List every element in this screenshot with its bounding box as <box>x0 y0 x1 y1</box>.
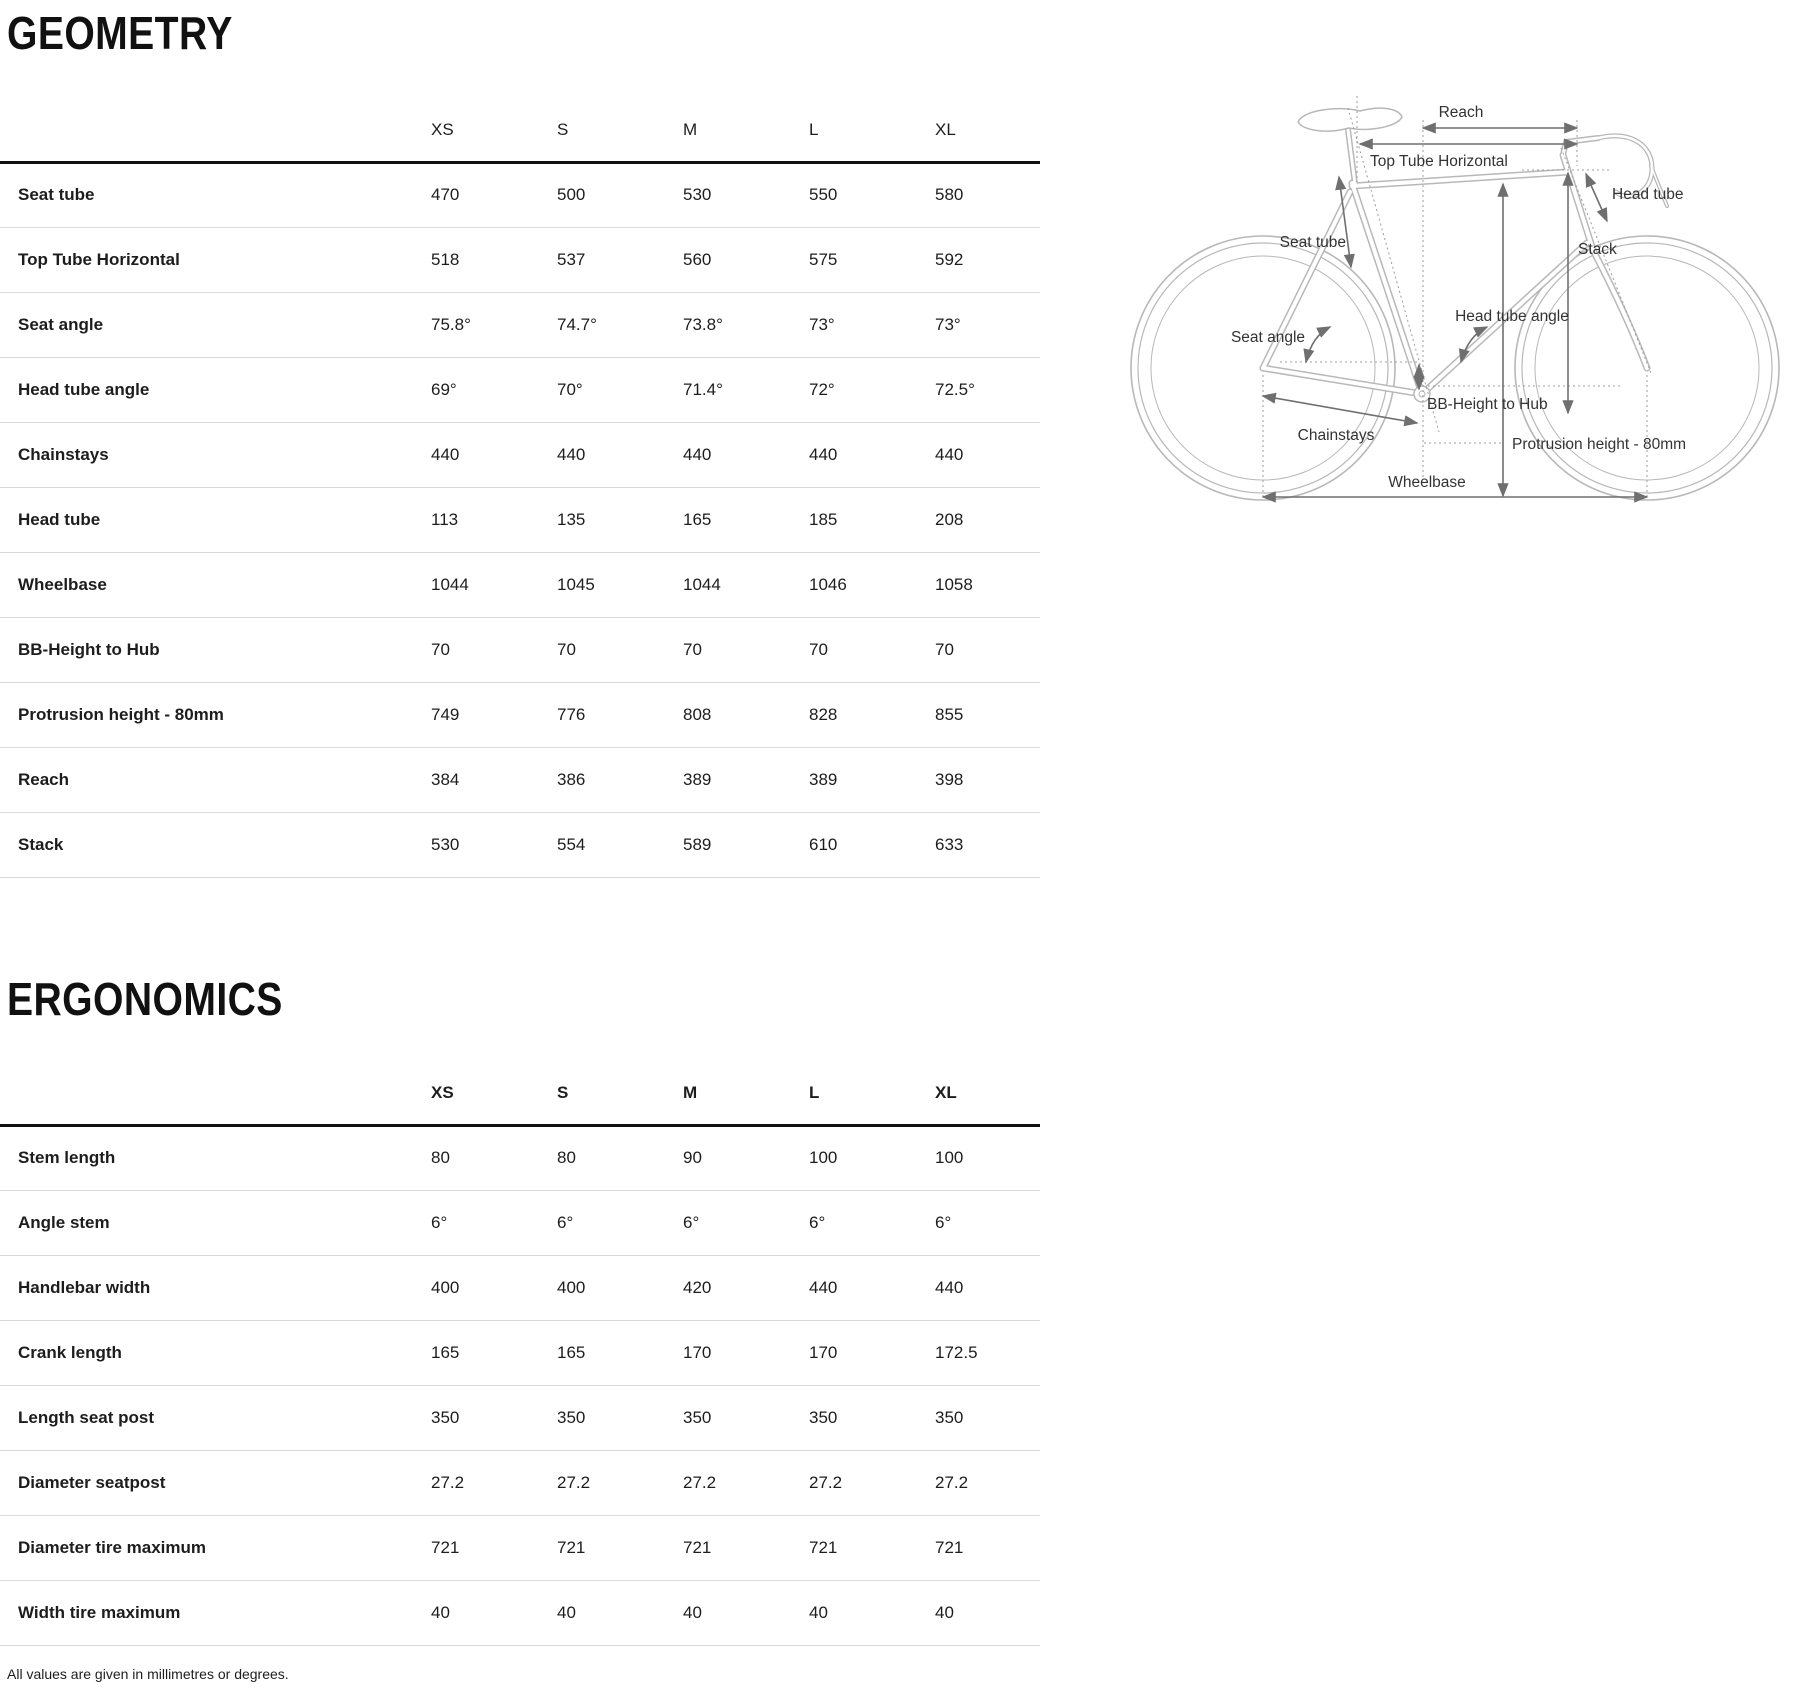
seat-angle-label: Seat angle <box>1230 329 1306 346</box>
value-cell: 554 <box>557 834 586 854</box>
bike-frame-icon <box>1263 155 1647 394</box>
chainstays-label: Chainstays <box>1297 427 1375 444</box>
value-cell: 73° <box>809 314 835 334</box>
value-cell: 518 <box>431 249 460 269</box>
value-cell: 776 <box>557 704 586 724</box>
value-cell: 6° <box>557 1212 574 1232</box>
row-label: Protrusion height - 80mm <box>18 704 224 724</box>
value-cell: 70 <box>809 639 828 659</box>
value-cell: 384 <box>431 769 460 789</box>
value-cell: 6° <box>431 1212 448 1232</box>
value-cell: 172.5 <box>935 1342 978 1362</box>
table-row <box>0 227 1040 292</box>
row-label: Diameter tire maximum <box>18 1537 207 1557</box>
value-cell: 440 <box>683 444 712 464</box>
label-column-header <box>0 1062 431 1125</box>
saddle-icon <box>1298 108 1402 131</box>
value-cell: 70 <box>935 639 954 659</box>
value-cell: 27.2 <box>431 1472 465 1492</box>
value-cell: 90 <box>683 1148 702 1167</box>
row-label: Seat angle <box>18 314 104 334</box>
value-cell: 27.2 <box>935 1472 969 1492</box>
value-cell: 350 <box>809 1407 838 1427</box>
value-cell: 72° <box>809 379 835 399</box>
table-row <box>0 552 1040 617</box>
chainstays-arrow <box>1263 396 1417 423</box>
value-cell: 170 <box>809 1342 838 1362</box>
size-column-header: S <box>557 99 683 162</box>
value-cell: 70 <box>557 639 576 659</box>
row-label: Wheelbase <box>18 574 107 594</box>
value-cell: 400 <box>431 1277 460 1297</box>
value-cell: 440 <box>935 444 964 464</box>
value-cell: 1044 <box>683 574 721 594</box>
value-cell: 855 <box>935 704 964 724</box>
value-cell: 828 <box>809 704 838 724</box>
row-label: Angle stem <box>18 1212 110 1232</box>
size-column-header: M <box>683 1062 809 1125</box>
value-cell: 27.2 <box>809 1472 843 1492</box>
value-cell: 40 <box>809 1602 828 1622</box>
value-cell: 74.7° <box>557 314 597 334</box>
geometry-header-row <box>0 99 1040 162</box>
size-column-header: XS <box>431 99 557 162</box>
row-label: Handlebar width <box>18 1277 151 1297</box>
geometry-section-title: GEOMETRY <box>7 7 233 59</box>
reach-label: Reach <box>1438 104 1484 121</box>
ergonomics-section-title: ERGONOMICS <box>7 973 283 1025</box>
row-label: Diameter seatpost <box>18 1472 166 1492</box>
value-cell: 113 <box>431 509 459 529</box>
value-cell: 589 <box>683 834 712 854</box>
row-label: Width tire maximum <box>18 1602 181 1622</box>
wheelbase-label: Wheelbase <box>1388 474 1466 491</box>
value-cell: 40 <box>683 1602 702 1622</box>
table-row <box>0 1125 1040 1190</box>
value-cell: 721 <box>683 1537 712 1557</box>
value-cell: 440 <box>809 444 838 464</box>
value-cell: 71.4° <box>683 379 723 399</box>
geometry-table <box>0 99 1040 878</box>
value-cell: 440 <box>935 1277 964 1297</box>
value-cell: 170 <box>683 1342 712 1362</box>
value-cell: 530 <box>431 834 460 854</box>
value-cell: 1058 <box>935 574 973 594</box>
units-footnote: All values are given in millimetres or degrees. <box>7 1666 289 1682</box>
value-cell: 592 <box>935 249 964 269</box>
row-label: Seat tube <box>18 185 95 204</box>
value-cell: 80 <box>431 1148 450 1167</box>
table-row <box>0 292 1040 357</box>
table-row <box>0 747 1040 812</box>
size-column-header: L <box>809 99 935 162</box>
value-cell: 350 <box>431 1407 460 1427</box>
value-cell: 27.2 <box>683 1472 717 1492</box>
head-tube-angle-label: Head tube angle <box>1455 308 1569 325</box>
row-label: Top Tube Horizontal <box>18 249 180 269</box>
value-cell: 386 <box>557 769 586 789</box>
table-row <box>0 682 1040 747</box>
value-cell: 530 <box>683 185 712 204</box>
value-cell: 633 <box>935 834 964 854</box>
value-cell: 500 <box>557 185 586 204</box>
seat-angle-arc <box>1306 327 1330 362</box>
value-cell: 73° <box>935 314 961 334</box>
value-cell: 1044 <box>431 574 469 594</box>
value-cell: 400 <box>557 1277 586 1297</box>
value-cell: 70 <box>431 639 450 659</box>
value-cell: 389 <box>809 769 838 789</box>
table-row <box>0 1580 1040 1645</box>
value-cell: 560 <box>683 249 712 269</box>
value-cell: 420 <box>683 1277 712 1297</box>
row-label: Crank length <box>18 1342 122 1362</box>
value-cell: 27.2 <box>557 1472 591 1492</box>
value-cell: 721 <box>935 1537 964 1557</box>
head-tube-arrow <box>1586 174 1607 221</box>
value-cell: 749 <box>431 704 460 724</box>
value-cell: 165 <box>683 509 712 529</box>
value-cell: 80 <box>557 1148 576 1167</box>
value-cell: 135 <box>557 509 586 529</box>
table-row <box>0 1320 1040 1385</box>
ergonomics-header-row <box>0 1062 1040 1125</box>
value-cell: 350 <box>557 1407 586 1427</box>
value-cell: 40 <box>557 1602 576 1622</box>
row-label: Length seat post <box>18 1407 155 1427</box>
value-cell: 185 <box>809 509 838 529</box>
row-label: Head tube <box>18 509 101 529</box>
value-cell: 1045 <box>557 574 595 594</box>
value-cell: 73.8° <box>683 314 723 334</box>
value-cell: 575 <box>809 249 838 269</box>
value-cell: 70° <box>557 379 583 399</box>
table-row <box>0 162 1040 227</box>
value-cell: 40 <box>431 1602 450 1622</box>
table-row <box>0 422 1040 487</box>
size-column-header: XS <box>431 1062 557 1125</box>
value-cell: 440 <box>809 1277 838 1297</box>
table-row <box>0 1450 1040 1515</box>
value-cell: 550 <box>809 185 838 204</box>
row-label: Chainstays <box>18 444 109 464</box>
value-cell: 808 <box>683 704 712 724</box>
label-column-header <box>0 99 431 162</box>
size-column-header: XL <box>935 1062 1040 1125</box>
row-label: Reach <box>18 769 70 789</box>
table-row <box>0 1515 1040 1580</box>
ergonomics-table <box>0 1062 1040 1646</box>
value-cell: 389 <box>683 769 712 789</box>
value-cell: 721 <box>431 1537 460 1557</box>
value-cell: 6° <box>935 1212 952 1232</box>
table-row <box>0 812 1040 877</box>
table-row <box>0 487 1040 552</box>
table-row <box>0 1385 1040 1450</box>
value-cell: 72.5° <box>935 379 975 399</box>
value-cell: 40 <box>935 1602 954 1622</box>
value-cell: 350 <box>935 1407 964 1427</box>
table-row <box>0 617 1040 682</box>
value-cell: 580 <box>935 185 964 204</box>
value-cell: 721 <box>557 1537 586 1557</box>
bb-height-to-hub-label: BB-Height to Hub <box>1427 396 1548 413</box>
seat-tube-label: Seat tube <box>1279 234 1346 251</box>
table-row <box>0 1190 1040 1255</box>
bike-geometry-diagram <box>1130 80 1790 520</box>
row-label: BB-Height to Hub <box>18 639 160 659</box>
value-cell: 350 <box>683 1407 712 1427</box>
value-cell: 165 <box>557 1342 586 1362</box>
row-label: Stack <box>18 834 64 854</box>
value-cell: 610 <box>809 834 838 854</box>
stack-label: Stack <box>1578 241 1617 258</box>
value-cell: 75.8° <box>431 314 471 334</box>
value-cell: 100 <box>809 1148 838 1167</box>
value-cell: 1046 <box>809 574 847 594</box>
size-column-header: XL <box>935 99 1040 162</box>
value-cell: 440 <box>431 444 460 464</box>
value-cell: 100 <box>935 1148 964 1167</box>
size-column-header: L <box>809 1062 935 1125</box>
value-cell: 165 <box>431 1342 460 1362</box>
protrusion-height-label: Protrusion height - 80mm <box>1512 436 1687 453</box>
value-cell: 398 <box>935 769 964 789</box>
top-tube-horizontal-label: Top Tube Horizontal <box>1370 153 1508 170</box>
table-row <box>0 357 1040 422</box>
value-cell: 208 <box>935 509 964 529</box>
value-cell: 537 <box>557 249 586 269</box>
value-cell: 6° <box>683 1212 700 1232</box>
value-cell: 6° <box>809 1212 826 1232</box>
value-cell: 69° <box>431 379 457 399</box>
size-column-header: S <box>557 1062 683 1125</box>
value-cell: 440 <box>557 444 586 464</box>
row-label: Stem length <box>18 1148 116 1167</box>
row-label: Head tube angle <box>18 379 150 399</box>
table-row <box>0 1255 1040 1320</box>
value-cell: 470 <box>431 185 460 204</box>
value-cell: 721 <box>809 1537 838 1557</box>
value-cell: 70 <box>683 639 702 659</box>
size-column-header: M <box>683 99 809 162</box>
head-tube-label: Head tube <box>1612 186 1684 203</box>
